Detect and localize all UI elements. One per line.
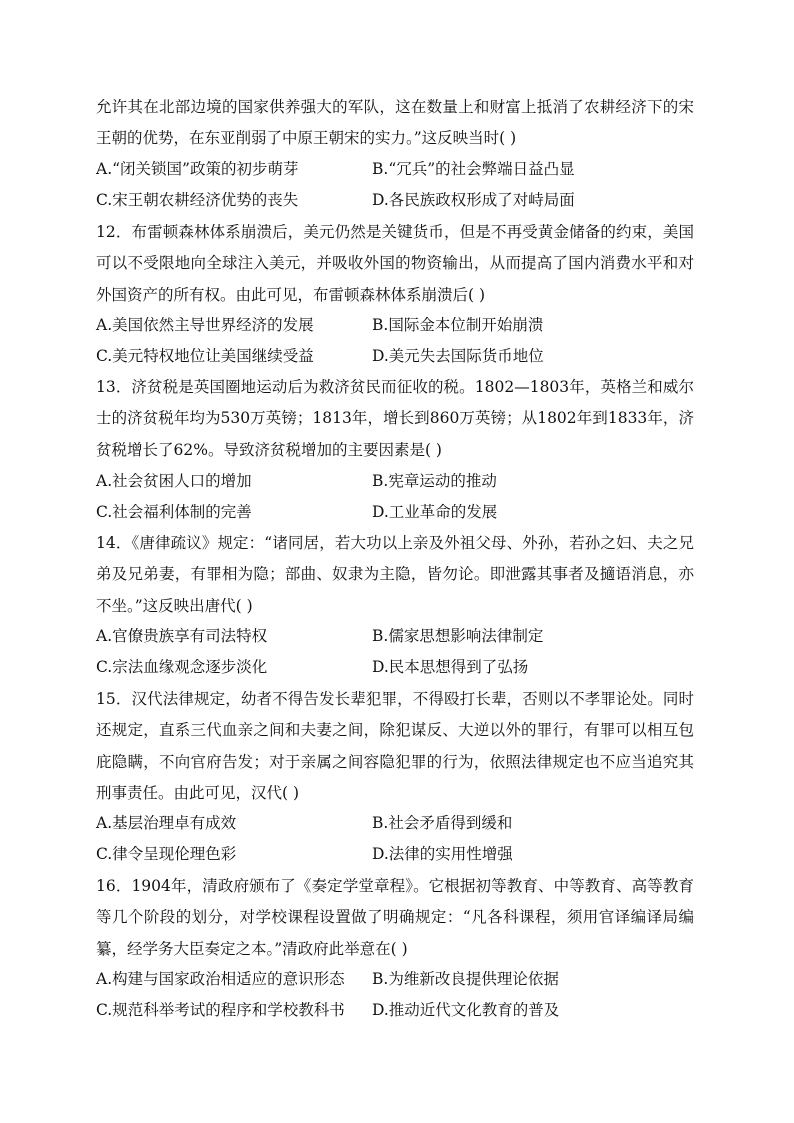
option-b[interactable]: B.宪章运动的推动 bbox=[372, 472, 497, 490]
question-13-options-row-1 bbox=[96, 466, 696, 497]
option-b[interactable]: B.国际金本位制开始崩溃 bbox=[372, 316, 544, 334]
option-b[interactable]: B.社会矛盾得到缓和 bbox=[372, 814, 513, 832]
question-12-stem: 12．布雷顿森林体系崩溃后，美元仍然是关键货币，但是不再受黄金储备的约束，美国可以不受限地向全球注入美元，并吸收外国的物资输出，从而提高了国内消费水平和对外国资产的所有权。由此可见，布雷顿森林体系崩溃后( ) bbox=[96, 223, 694, 304]
option-c[interactable]: C.社会福利体制的完善 bbox=[96, 503, 252, 521]
option-b[interactable]: B.为维新改良提供理论依据 bbox=[372, 970, 559, 988]
question-14-options-row-2 bbox=[96, 652, 696, 683]
question-13-options-row-2 bbox=[96, 497, 696, 528]
option-c[interactable]: C.宋王朝农耕经济优势的丧失 bbox=[96, 191, 299, 209]
option-a[interactable]: A.构建与国家政治相适应的意识形态 bbox=[96, 970, 345, 988]
option-c[interactable]: C.美元特权地位让美国继续受益 bbox=[96, 347, 314, 365]
question-11-options-row-1 bbox=[96, 154, 696, 185]
question-16-options-row-1 bbox=[96, 964, 696, 995]
option-c[interactable]: C.律令呈现伦理色彩 bbox=[96, 845, 237, 863]
option-d[interactable]: D.民本思想得到了弘扬 bbox=[372, 658, 529, 676]
option-a[interactable]: A.基层治理卓有成效 bbox=[96, 814, 237, 832]
option-c[interactable]: C.规范科举考试的程序和学校教科书 bbox=[96, 1001, 345, 1019]
option-d[interactable]: D.推动近代文化教育的普及 bbox=[372, 1001, 560, 1019]
option-d[interactable]: D.美元失去国际货币地位 bbox=[372, 347, 544, 365]
option-d[interactable]: D.各民族政权形成了对峙局面 bbox=[372, 191, 575, 209]
question-11-stem-continuation: 允许其在北部边境的国家供养强大的军队，这在数量上和财富上抵消了农耕经济下的宋王朝的优势，在东亚削弱了中原王朝宋的实力。”这反映当时( ) bbox=[96, 98, 694, 148]
question-12-options-row-1 bbox=[96, 310, 696, 341]
option-d[interactable]: D.工业革命的发展 bbox=[372, 503, 498, 521]
option-c[interactable]: C.宗法血缘观念逐步淡化 bbox=[96, 658, 268, 676]
question-14-options-row-1 bbox=[96, 621, 696, 652]
option-b[interactable]: B.“冗兵”的社会弊端日益凸显 bbox=[372, 160, 575, 178]
option-b[interactable]: B.儒家思想影响法律制定 bbox=[372, 627, 544, 645]
question-14-stem: 14．《唐律疏议》规定：“诸同居，若大功以上亲及外祖父母、外孙，若孙之妇、夫之兄弟及兄弟妻，有罪相为隐；部曲、奴隶为主隐，皆勿论。即泄露其事者及擿语消息，亦不坐。”这反映出唐代( ) bbox=[96, 534, 694, 615]
option-a[interactable]: A.“闭关锁国”政策的初步萌芽 bbox=[96, 160, 299, 178]
question-15-options-row-1 bbox=[96, 808, 696, 839]
option-a[interactable]: A.美国依然主导世界经济的发展 bbox=[96, 316, 314, 334]
question-15-options-row-2 bbox=[96, 839, 696, 870]
option-d[interactable]: D.法律的实用性增强 bbox=[372, 845, 513, 863]
question-15-stem: 15．汉代法律规定，幼者不得告发长辈犯罪，不得殴打长辈，否则以不孝罪论处。同时还规定，直系三代血亲之间和夫妻之间，除犯谋反、大逆以外的罪行，有罪可以相互包庇隐瞒，不向官府告发；对于亲属之间容隐犯罪的行为，依照法律规定也不应当追究其刑事责任。由此可见，汉代( ) bbox=[96, 690, 694, 802]
question-12-options-row-2 bbox=[96, 341, 696, 372]
question-13-stem: 13．济贫税是英国圈地运动后为救济贫民而征收的税。1802—1803年，英格兰和威尔士的济贫税年均为530万英镑；1813年，增长到860万英镑；从1802年到1833年，济贫税增长了62%。导致济贫税增加的主要因素是( ) bbox=[96, 378, 694, 459]
option-a[interactable]: A.官僚贵族享有司法特权 bbox=[96, 627, 268, 645]
question-16-options-row-2 bbox=[96, 995, 696, 1026]
question-11-options-row-2 bbox=[96, 185, 696, 216]
question-16-stem: 16．1904年，清政府颁布了《奏定学堂章程》。它根据初等教育、中等教育、高等教育等几个阶段的划分，对学校课程设置做了明确规定：“凡各科课程，须用官译编译局编纂，经学务大臣奏定之本。”清政府此举意在( ) bbox=[96, 877, 694, 958]
option-a[interactable]: A.社会贫困人口的增加 bbox=[96, 472, 252, 490]
